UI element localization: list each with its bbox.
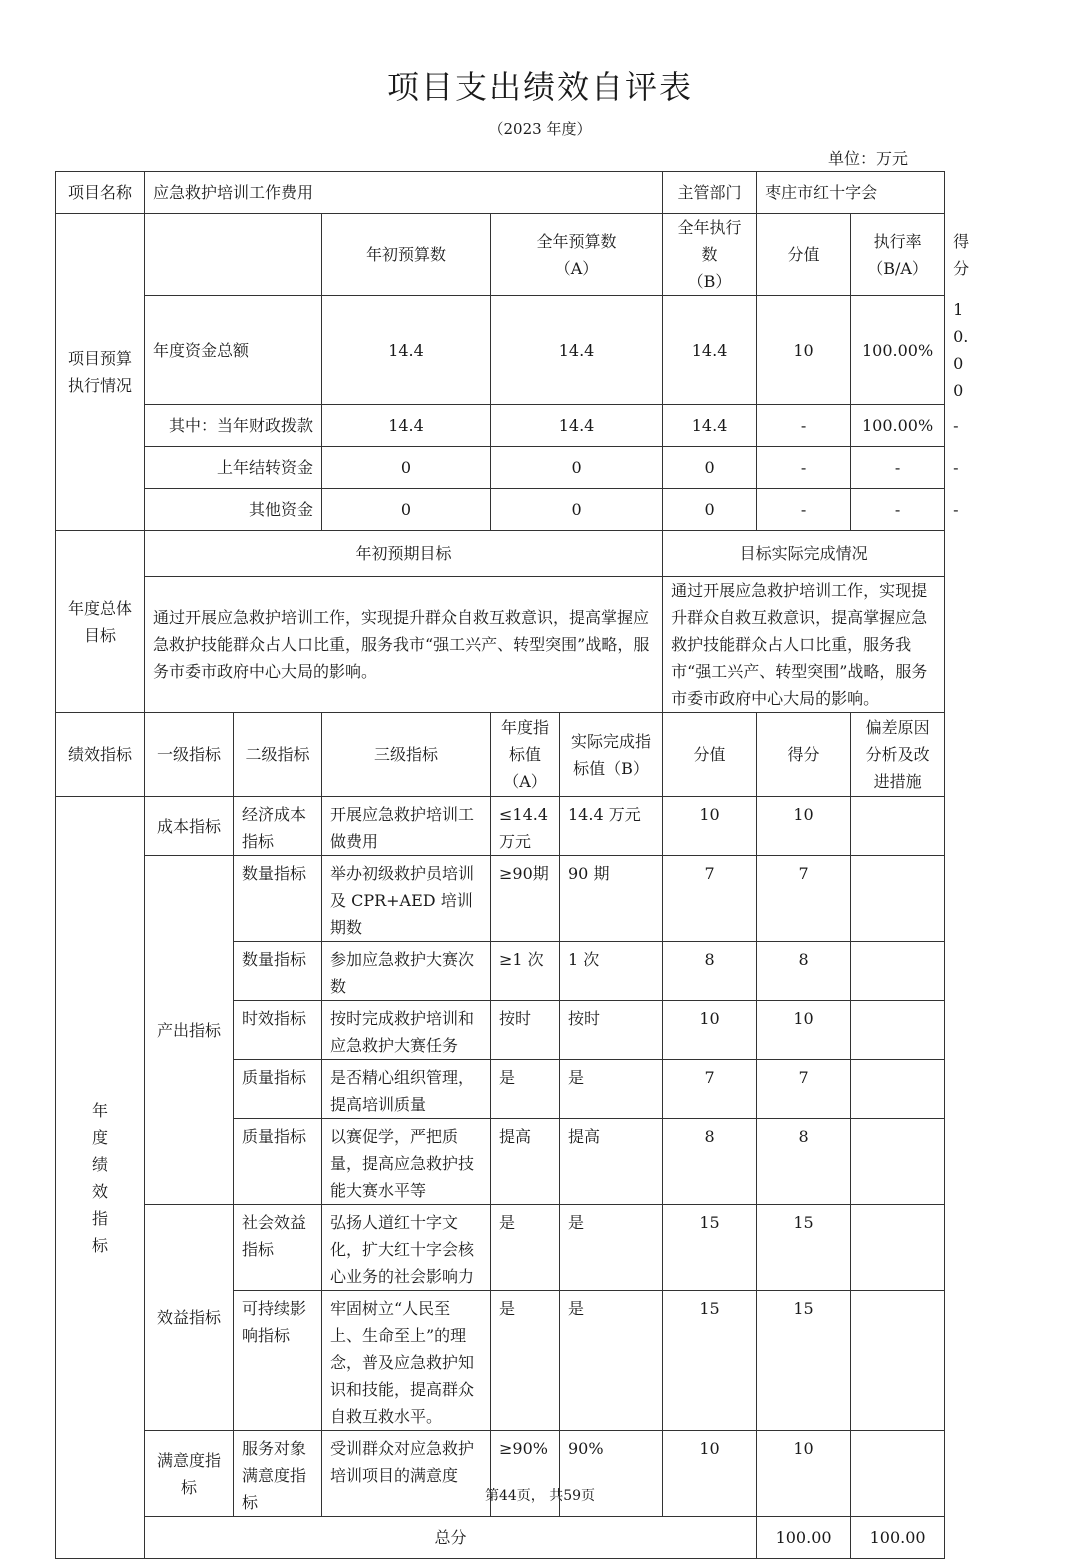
budget-header-annual: 全年预算数 （A）	[491, 214, 663, 296]
indicator-value: 10	[663, 1001, 757, 1060]
budget-section-label: 项目预算执行情况	[56, 214, 145, 531]
indicator-score: 8	[757, 942, 851, 1001]
indicator-target: ≥90%	[491, 1431, 560, 1517]
budget-row-rate: -	[851, 447, 945, 489]
total-label: 总分	[145, 1517, 757, 1559]
budget-row-executed: 0	[663, 447, 757, 489]
budget-row-rate: 100.00%	[851, 405, 945, 447]
dept-value: 枣庄市红十字会	[757, 172, 945, 214]
indicator-l2: 时效指标	[234, 1001, 322, 1060]
budget-row-annual: 0	[491, 489, 663, 531]
budget-header-executed: 全年执行数 （B）	[663, 214, 757, 296]
budget-row-rate: -	[851, 489, 945, 531]
budget-row: 上年结转资金 0 0 0 - - -	[56, 447, 945, 489]
indicator-actual: 是	[560, 1060, 663, 1119]
actual-header: 实际完成指标值（B）	[560, 713, 663, 797]
perf-header: 绩效指标	[56, 713, 145, 797]
goals-expected-text: 通过开展应急救护培训工作，实现提升群众自救互救意识，提高掌握应急救护技能群众占人口比重，服务我市“强工兴产、转型突围”战略，服务市委市政府中心大局的影响。	[145, 577, 663, 713]
indicator-score: 10	[757, 1431, 851, 1517]
indicator-reason	[851, 856, 945, 942]
indicator-actual: 是	[560, 1205, 663, 1291]
dept-label: 主管部门	[663, 172, 757, 214]
goals-header-row	[56, 531, 945, 577]
indicator-score: 7	[757, 856, 851, 942]
indicator-score: 7	[757, 1060, 851, 1119]
group-cost: 成本指标	[145, 797, 234, 856]
indicator-l2: 质量指标	[234, 1060, 322, 1119]
target-header: 年度指标值（A）	[491, 713, 560, 797]
indicator-reason	[851, 942, 945, 1001]
goals-actual-text: 通过开展应急救护培训工作，实现提升群众自救互救意识，提高掌握应急救护技能群众占人口比重，服务我市“强工兴产、转型突围”战略，服务市委市政府中心大局的影响。	[663, 577, 945, 713]
indicator-score: 10	[757, 797, 851, 856]
indicator-actual: 1 次	[560, 942, 663, 1001]
budget-row-label: 年度资金总额	[145, 296, 322, 405]
indicator-reason	[851, 1205, 945, 1291]
indicator-l3: 以赛促学，严把质量，提高应急救护技能大赛水平等	[322, 1119, 491, 1205]
indicator-target: 是	[491, 1060, 560, 1119]
indicator-value: 8	[663, 1119, 757, 1205]
budget-row-initial: 0	[322, 489, 491, 531]
budget-row-label: 其他资金	[145, 489, 322, 531]
indicator-actual: 提高	[560, 1119, 663, 1205]
indicator-l3: 弘扬人道红十字文化，扩大红十字会核心业务的社会影响力	[322, 1205, 491, 1291]
goals-section-label: 年度总体目标	[56, 531, 145, 713]
level3-header: 三级指标	[322, 713, 491, 797]
budget-header-rate: 执行率 （B/A）	[851, 214, 945, 296]
group-output: 产出指标	[145, 856, 234, 1205]
budget-row-value: 10	[757, 296, 851, 405]
indicator-value: 8	[663, 942, 757, 1001]
budget-row: 其他资金 0 0 0 - - -	[56, 489, 945, 531]
indicator-l2: 数量指标	[234, 856, 322, 942]
budget-row-rate: 100.00%	[851, 296, 945, 405]
indicator-value: 7	[663, 856, 757, 942]
budget-row-initial: 14.4	[322, 296, 491, 405]
indicator-score: 8	[757, 1119, 851, 1205]
indicator-target: ≤14.4万元	[491, 797, 560, 856]
indicator-actual: 90 期	[560, 856, 663, 942]
indicator-actual: 按时	[560, 1001, 663, 1060]
indicator-actual: 是	[560, 1291, 663, 1431]
level1-header: 一级指标	[145, 713, 234, 797]
budget-row-value: -	[757, 405, 851, 447]
reason-header: 偏差原因分析及改进措施	[851, 713, 945, 797]
budget-row: 其中：当年财政拨款 14.4 14.4 14.4 - 100.00% -	[56, 405, 945, 447]
budget-row-label: 其中：当年财政拨款	[145, 405, 322, 447]
indicator-l2: 经济成本指标	[234, 797, 322, 856]
budget-row-executed: 0	[663, 489, 757, 531]
indicator-row	[56, 1205, 945, 1291]
indicator-target: 按时	[491, 1001, 560, 1060]
indicator-score: 15	[757, 1291, 851, 1431]
indicator-score: 10	[757, 1001, 851, 1060]
indicator-score: 15	[757, 1205, 851, 1291]
indicator-target: ≥90期	[491, 856, 560, 942]
level2-header: 二级指标	[234, 713, 322, 797]
project-info-row	[56, 172, 945, 214]
indicator-l2: 服务对象满意度指标	[234, 1431, 322, 1517]
unit-label: 单位：万元	[827, 149, 908, 168]
group-satisfaction: 满意度指标	[145, 1431, 234, 1517]
budget-row: 年度资金总额 14.4 14.4 14.4 10 100.00% 10.00	[56, 296, 945, 405]
total-row	[56, 1517, 945, 1559]
indicator-l3: 受训群众对应急救护培训项目的满意度	[322, 1431, 491, 1517]
indicator-reason	[851, 797, 945, 856]
indicator-l3: 参加应急救护大赛次数	[322, 942, 491, 1001]
page-number: 第44页， 共59页	[484, 1488, 596, 1504]
project-name-label: 项目名称	[56, 172, 145, 214]
budget-row-initial: 14.4	[322, 405, 491, 447]
project-name-value: 应急救护培训工作费用	[145, 172, 663, 214]
budget-row-executed: 14.4	[663, 405, 757, 447]
budget-row-executed: 14.4	[663, 296, 757, 405]
indicator-target: 是	[491, 1291, 560, 1431]
indicator-row	[56, 797, 945, 856]
indicator-l3: 按时完成救护培训和应急救护大赛任务	[322, 1001, 491, 1060]
indicator-reason	[851, 1001, 945, 1060]
page-title: 项目支出绩效自评表	[386, 68, 693, 106]
report-year: （2023 年度）	[488, 120, 592, 138]
group-benefit: 效益指标	[145, 1205, 234, 1431]
total-value: 100.00	[757, 1517, 851, 1559]
annual-indicators-label: 年 度 绩 效 指 标	[56, 797, 145, 1559]
budget-row-annual: 0	[491, 447, 663, 489]
budget-row-annual: 14.4	[491, 405, 663, 447]
budget-row-value: -	[757, 489, 851, 531]
indicator-header-row	[56, 713, 945, 797]
indicator-l2: 数量指标	[234, 942, 322, 1001]
goals-text-row	[56, 577, 945, 713]
indicator-l2: 可持续影响指标	[234, 1291, 322, 1431]
total-score: 100.00	[851, 1517, 945, 1559]
indicator-value: 10	[663, 797, 757, 856]
indicator-l2: 质量指标	[234, 1119, 322, 1205]
evaluation-table	[55, 171, 970, 1559]
budget-row-label: 上年结转资金	[145, 447, 322, 489]
indicator-target: 是	[491, 1205, 560, 1291]
budget-header-score-value: 分值	[757, 214, 851, 296]
indicator-l2: 社会效益指标	[234, 1205, 322, 1291]
indicator-target: ≥1 次	[491, 942, 560, 1001]
goals-actual-header: 目标实际完成情况	[663, 531, 945, 577]
score-header: 得分	[757, 713, 851, 797]
indicator-actual: 14.4 万元	[560, 797, 663, 856]
indicator-value: 15	[663, 1205, 757, 1291]
indicator-l3: 牢固树立“人民至上、生命至上”的理念，普及应急救护知识和技能，提高群众自救互救水平。	[322, 1291, 491, 1431]
budget-row-annual: 14.4	[491, 296, 663, 405]
indicator-l3: 开展应急救护培训工做费用	[322, 797, 491, 856]
indicator-value: 10	[663, 1431, 757, 1517]
value-header: 分值	[663, 713, 757, 797]
indicator-row	[56, 856, 945, 942]
indicator-reason	[851, 1060, 945, 1119]
indicator-target: 提高	[491, 1119, 560, 1205]
budget-row-value: -	[757, 447, 851, 489]
budget-header-initial: 年初预算数	[322, 214, 491, 296]
budget-row-initial: 0	[322, 447, 491, 489]
indicator-l3: 是否精心组织管理，提高培训质量	[322, 1060, 491, 1119]
indicator-l3: 举办初级救护员培训及 CPR+AED 培训期数	[322, 856, 491, 942]
indicator-value: 15	[663, 1291, 757, 1431]
indicator-reason	[851, 1291, 945, 1431]
indicator-actual: 90%	[560, 1431, 663, 1517]
goals-expected-header: 年初预期目标	[145, 531, 663, 577]
indicator-value: 7	[663, 1060, 757, 1119]
budget-header-row: 项目预算执行情况 年初预算数 全年预算数 （A） 全年执行数 （B） 分值 执行率 （B/A） 得分	[56, 214, 945, 296]
indicator-reason	[851, 1119, 945, 1205]
